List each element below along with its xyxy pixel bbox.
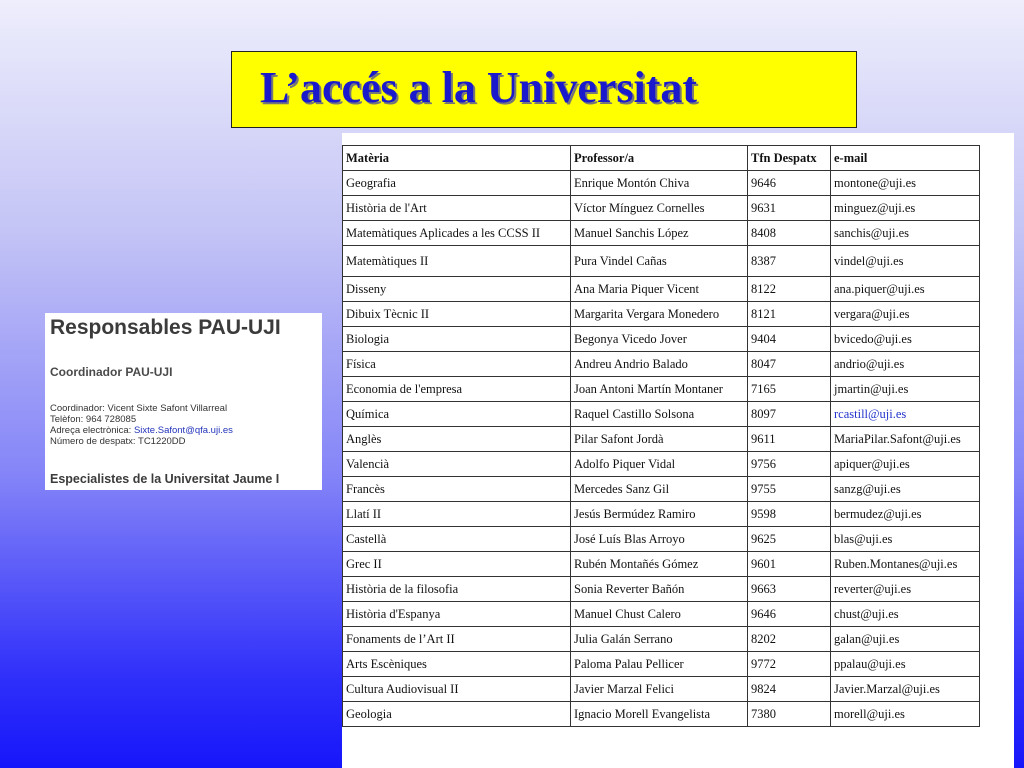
header-professor: Professor/a (571, 146, 748, 171)
table-row (343, 221, 980, 246)
cell-professor: Joan Antoni Martín Montaner (571, 377, 748, 402)
cell-phone: 9631 (748, 196, 831, 221)
coordinator-phone: Telèfon: 964 728085 (50, 414, 137, 425)
cell-phone: 8047 (748, 352, 831, 377)
cell-phone: 9404 (748, 327, 831, 352)
cell-subject: Història de la filosofia (343, 577, 571, 602)
table-row (343, 627, 980, 652)
table-row (343, 302, 980, 327)
table-row (343, 452, 980, 477)
coordinator-email-row (50, 425, 233, 436)
cell-subject: Química (343, 402, 571, 427)
cell-professor: Sonia Reverter Bañón (571, 577, 748, 602)
cell-email[interactable]: MariaPilar.Safont@uji.es (831, 427, 980, 452)
table-row (343, 477, 980, 502)
cell-phone: 7380 (748, 702, 831, 727)
cell-professor: Andreu Andrio Balado (571, 352, 748, 377)
cell-phone: 9601 (748, 552, 831, 577)
cell-subject: Biologia (343, 327, 571, 352)
cell-email[interactable]: morell@uji.es (831, 702, 980, 727)
table-row (343, 577, 980, 602)
cell-professor: Rubén Montañés Gómez (571, 552, 748, 577)
cell-professor: Raquel Castillo Solsona (571, 402, 748, 427)
cell-phone: 8121 (748, 302, 831, 327)
cell-professor: Pura Vindel Cañas (571, 246, 748, 277)
cell-email[interactable]: bvicedo@uji.es (831, 327, 980, 352)
cell-email[interactable]: minguez@uji.es (831, 196, 980, 221)
cell-professor: Julia Galán Serrano (571, 627, 748, 652)
table-row (343, 527, 980, 552)
contacts-table (342, 145, 980, 727)
table-row (343, 171, 980, 196)
cell-professor: Begonya Vicedo Jover (571, 327, 748, 352)
cell-professor: Adolfo Piquer Vidal (571, 452, 748, 477)
cell-subject: Grec II (343, 552, 571, 577)
table-header-row (343, 146, 980, 171)
table-row (343, 246, 980, 277)
cell-professor: Manuel Sanchis López (571, 221, 748, 246)
cell-email[interactable]: chust@uji.es (831, 602, 980, 627)
cell-email[interactable]: vergara@uji.es (831, 302, 980, 327)
cell-professor: Pilar Safont Jordà (571, 427, 748, 452)
cell-professor: Mercedes Sanz Gil (571, 477, 748, 502)
slide-title: L’accés a la Universitat (260, 63, 698, 112)
cell-subject: Geografia (343, 171, 571, 196)
table-row (343, 427, 980, 452)
cell-subject: Cultura Audiovisual II (343, 677, 571, 702)
coordinator-info (50, 403, 233, 447)
cell-subject: Història d'Espanya (343, 602, 571, 627)
cell-phone: 8387 (748, 246, 831, 277)
cell-phone: 8202 (748, 627, 831, 652)
table-row (343, 602, 980, 627)
cell-professor: Paloma Palau Pellicer (571, 652, 748, 677)
cell-phone: 9598 (748, 502, 831, 527)
cell-email[interactable]: vindel@uji.es (831, 246, 980, 277)
cell-subject: Valencià (343, 452, 571, 477)
cell-subject: Francès (343, 477, 571, 502)
cell-subject: Arts Escèniques (343, 652, 571, 677)
table-row (343, 377, 980, 402)
cell-subject: Anglès (343, 427, 571, 452)
cell-professor: Manuel Chust Calero (571, 602, 748, 627)
cell-phone: 9756 (748, 452, 831, 477)
table-row (343, 352, 980, 377)
cell-phone: 7165 (748, 377, 831, 402)
cell-phone: 8122 (748, 277, 831, 302)
cell-phone: 9625 (748, 527, 831, 552)
cell-subject: Matemàtiques Aplicades a les CCSS II (343, 221, 571, 246)
cell-subject: Història de l'Art (343, 196, 571, 221)
coordinator-email-link[interactable]: Sixte.Safont@qfa.uji.es (133, 425, 233, 436)
table-row (343, 402, 980, 427)
cell-professor: Víctor Mínguez Cornelles (571, 196, 748, 221)
cell-email[interactable]: sanzg@uji.es (831, 477, 980, 502)
cell-professor: Ana Maria Piquer Vicent (571, 277, 748, 302)
cell-subject: Física (343, 352, 571, 377)
cell-professor: Enrique Montón Chiva (571, 171, 748, 196)
cell-subject: Castellà (343, 527, 571, 552)
cell-subject: Dibuix Tècnic II (343, 302, 571, 327)
cell-email[interactable]: Ruben.Montanes@uji.es (831, 552, 980, 577)
cell-phone: 9646 (748, 171, 831, 196)
cell-professor: Jesús Bermúdez Ramiro (571, 502, 748, 527)
header-phone: Tfn Despatx (748, 146, 831, 171)
title-banner (231, 51, 857, 128)
table-row (343, 502, 980, 527)
cell-professor: Javier Marzal Felici (571, 677, 748, 702)
header-email: e-mail (831, 146, 980, 171)
cell-email[interactable]: ana.piquer@uji.es (831, 277, 980, 302)
cell-email[interactable]: Javier.Marzal@uji.es (831, 677, 980, 702)
cell-phone: 9755 (748, 477, 831, 502)
cell-phone: 9611 (748, 427, 831, 452)
cell-professor: Ignacio Morell Evangelista (571, 702, 748, 727)
table-row (343, 677, 980, 702)
cell-email[interactable]: apiquer@uji.es (831, 452, 980, 477)
cell-email[interactable]: blas@uji.es (831, 527, 980, 552)
cell-phone: 9772 (748, 652, 831, 677)
contacts-table-panel (342, 133, 1014, 768)
email-label: Adreça electrònica: (50, 425, 134, 436)
panel-subtitle: Coordinador PAU-UJI (50, 365, 173, 379)
table-row (343, 652, 980, 677)
cell-phone: 9663 (748, 577, 831, 602)
cell-phone: 8097 (748, 402, 831, 427)
cell-email[interactable]: rcastill@uji.es (831, 402, 980, 427)
cell-professor: Margarita Vergara Monedero (571, 302, 748, 327)
panel-footer: Especialistes de la Universitat Jaume I (50, 472, 280, 486)
cell-subject: Disseny (343, 277, 571, 302)
cell-subject: Matemàtiques II (343, 246, 571, 277)
coordinator-name: Coordinador: Vicent Sixte Safont Villarreal (50, 403, 228, 414)
cell-subject: Economia de l'empresa (343, 377, 571, 402)
cell-professor: José Luís Blas Arroyo (571, 527, 748, 552)
cell-subject: Fonaments de l’Art II (343, 627, 571, 652)
table-row (343, 277, 980, 302)
cell-email[interactable]: sanchis@uji.es (831, 221, 980, 246)
cell-phone: 8408 (748, 221, 831, 246)
coordinator-office: Número de despatx: TC1220DD (50, 436, 186, 447)
header-subject: Matèria (343, 146, 571, 171)
cell-email[interactable]: ppalau@uji.es (831, 652, 980, 677)
cell-phone: 9646 (748, 602, 831, 627)
table-row (343, 552, 980, 577)
cell-subject: Geologia (343, 702, 571, 727)
cell-subject: Llatí II (343, 502, 571, 527)
cell-email[interactable]: jmartin@uji.es (831, 377, 980, 402)
panel-title: Responsables PAU-UJI (50, 316, 281, 339)
table-row (343, 196, 980, 221)
cell-email[interactable]: montone@uji.es (831, 171, 980, 196)
table-row (343, 327, 980, 352)
table-row (343, 702, 980, 727)
cell-email[interactable]: galan@uji.es (831, 627, 980, 652)
cell-email[interactable]: reverter@uji.es (831, 577, 980, 602)
cell-email[interactable]: bermudez@uji.es (831, 502, 980, 527)
cell-phone: 9824 (748, 677, 831, 702)
cell-email[interactable]: andrio@uji.es (831, 352, 980, 377)
responsables-panel (45, 313, 322, 490)
